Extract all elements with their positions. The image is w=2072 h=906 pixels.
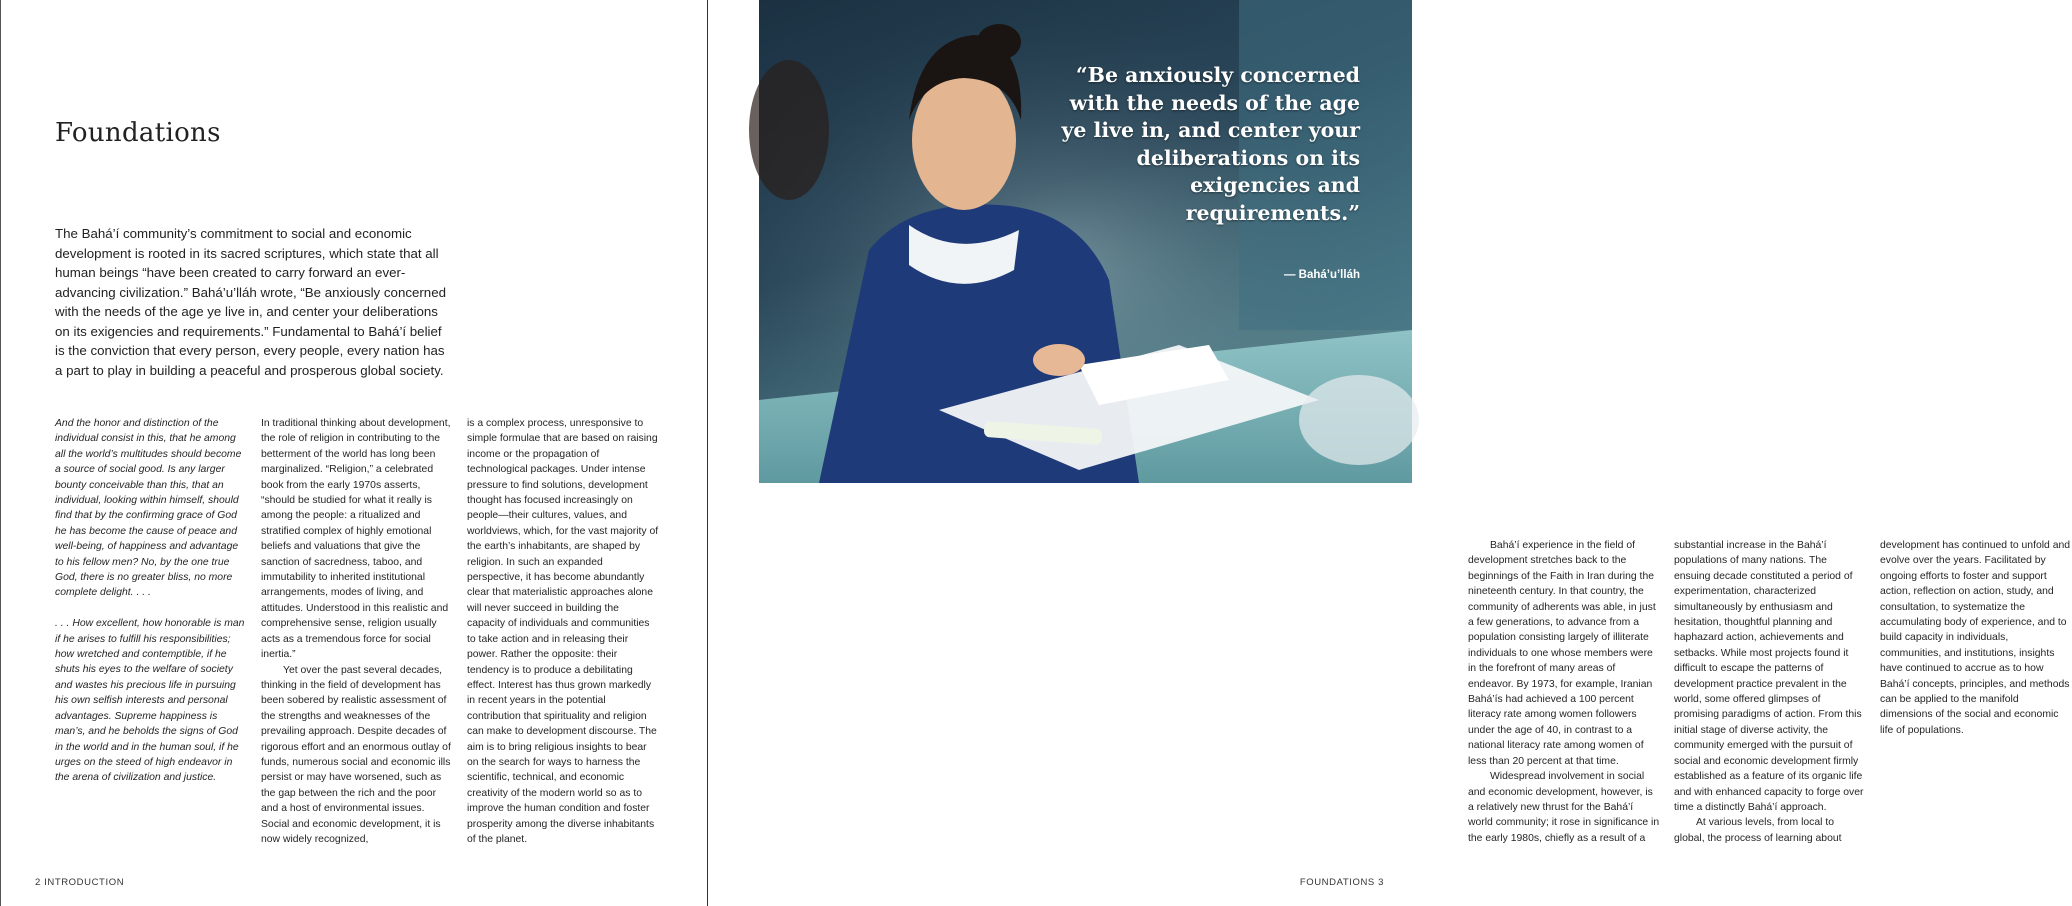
body-paragraph: is a complex process, unresponsive to simple formulae that are based on raising income or the propagation of technological packages. Under intense pressure to find solutions, development thought has focused increasingly on people—their cultures, values, and worldviews, which, for the vast majority of the earth’s inhabitants, are shaped by religion. In such an expanded perspective, it has become abundantly clear that materialistic approaches alone will never succeed in building the capacity of individuals and communities to take action and in releasing their power. Rather the opposite: their tendency is to produce a debilitating effect. Interest has thus grown markedly in recent years in the potential contribution that spirituality and religion can make to development discourse. The aim is to bring religious insights to bear on the search for ways to harness the scientific, technical, and economic creativity of the modern world so as to improve the human condition and foster prosperity among the diverse inhabitants of the planet.	[467, 418, 659, 845]
quotation-paragraph: And the honor and distinction of the individual consist in this, that he among all the world’s multitudes should become a source of social good. Is any larger bounty conceivable than this, that an individual, looking within himself, should find that by the confirming grace of God he has become the cause of peace and well-being, of happiness and advantage to his fellow men? No, by the one true God, there is no greater bliss, no more complete delight. . . .	[55, 418, 242, 599]
page-folio-left: 2 INTRODUCTION	[35, 877, 125, 888]
page-folio-right: FOUNDATIONS 3	[1299, 877, 1384, 888]
body-paragraph: In traditional thinking about development, the role of religion in contributing to the betterment of the world has long been marginalized. “Religion,” a celebrated book from the early 1970s asserts, “should be studied for what it really is among the people: a ritualized and stratified complex of highly emotional beliefs and valuations that give the sanction of sacredness, taboo, and immutability to inherited institutional arrangements, modes of living, and attitudes. Understood in this realistic and comprehensive sense, religion usually acts as a tremendous force for social inertia.”	[261, 418, 451, 661]
left-page	[0, 0, 708, 906]
body-paragraph: Yet over the past several decades, thinking in the field of development has been sobered by realistic assessment of the strengths and weaknesses of the prevailing approach. Despite decades of rigorous effort and an enormous outlay of funds, numerous social and economic ills persist or may have worsened, such as the gap between the rich and the poor and a host of environmental issues. Social and economic development, it is now widely recognized,	[261, 664, 451, 845]
page-title: Foundations	[55, 118, 221, 148]
body-paragraph: substantial increase in the Bahá’í populations of many nations. The ensuing decade constituted a period of experimentation, characterized simultaneously by enthusiasm and hesitation, thoughtful planning and haphazard action, achievements and setbacks. While most projects found it difficult to escape the patterns of development practice prevalent in the world, some offered glimpses of promising paradigms of action. From this initial stage of diverse activity, the community emerged with the pursuit of social and economic development firmly established as a feature of its organic life and with enhanced capacity to forge over time a distinctly Bahá’í approach.	[1674, 540, 1864, 813]
body-column-2	[261, 416, 451, 847]
photo-girl-reading	[759, 0, 1412, 483]
quotation-paragraph: . . . How excellent, how honorable is man if he arises to fulfill his responsibilities; how wretched and contemptible, if he shuts his eyes to the welfare of society and wastes his precious life in pursuing his own selfish interests and personal advantages. Supreme happiness is man’s, and he beholds the signs of God in the world and in the human soul, if he urges on the steed of high endeavor in the arena of civilization and justice.	[55, 618, 245, 784]
body-column-2	[1674, 538, 1866, 846]
intro-paragraph: The Bahá’í community’s commitment to social and economic development is rooted in its sacred scriptures, which state that all human beings “have been created to carry forward an ever-advancing civilization.” Bahá’u’lláh wrote, “Be anxiously concerned with the needs of the age ye live in, and center your deliberations on its exigencies and requirements.” Fundamental to Bahá’í belief is the conviction that every person, every people, every nation has a part to play in building a peaceful and prosperous global society.	[55, 226, 446, 378]
body-column-3	[1880, 538, 2072, 738]
body-paragraph: Widespread involvement in social and economic development, however, is a relatively new thrust for the Bahá’í world community; it rose in significance in the early 1980s, chiefly as a result of a	[1468, 771, 1660, 844]
body-paragraph: development has continued to unfold and evolve over the years. Facilitated by ongoing efforts to foster and support action, reflection on action, study, and consultation, to systematize the accumulating body of experience, and to build capacity in individuals, communities, and institutions, insights have continued to accrue as to how Bahá’í concepts, principles, and methods can be applied to the manifold dimensions of the social and economic life of populations.	[1880, 540, 2071, 736]
quotation-column	[55, 416, 245, 786]
body-column-1	[1468, 538, 1660, 846]
pull-quote: “Be anxiously concerned with the needs of the age ye live in, and center your deliberations on its exigencies and requirements.”	[1061, 63, 1360, 225]
body-paragraph: At various levels, from local to global, the process of learning about	[1674, 817, 1842, 844]
body-paragraph: Bahá’í experience in the field of development stretches back to the beginnings of the Faith in Iran during the nineteenth century. In that country, the community of adherents was able, in just a few generations, to advance from a population consisting largely of illiterate individuals to one whose members were in the forefront of many areas of endeavor. By 1973, for example, Iranian Bahá’ís had achieved a 100 percent literacy rate among women followers under the age of 40, in contrast to a national literacy rate among women of less than 20 percent at that time.	[1468, 540, 1656, 767]
pull-quote-attribution: — Bahá’u’lláh	[1283, 269, 1360, 281]
body-column-3	[467, 416, 659, 847]
